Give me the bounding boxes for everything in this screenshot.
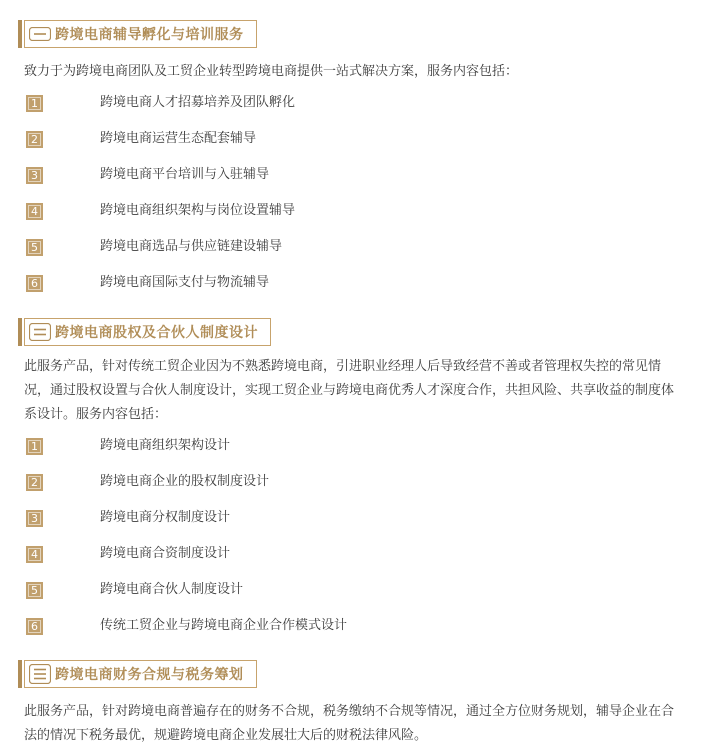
list-item-label: 传统工贸企业与跨境电商企业合作模式设计 (100, 618, 348, 633)
number-badge: 2 (26, 474, 43, 491)
number-badge: 1 (26, 95, 43, 112)
list-item (0, 122, 703, 158)
list-item (0, 86, 703, 122)
list-item-label: 跨境电商人才招募培养及团队孵化 (100, 95, 296, 110)
list-item-label: 跨境电商合资制度设计 (100, 546, 231, 561)
list-item-label: 跨境电商平台培训与入驻辅导 (100, 167, 270, 182)
list-item (0, 537, 703, 573)
section-header (18, 318, 703, 346)
section-accent-bar (18, 318, 22, 346)
section-title-box (24, 20, 257, 48)
list-item (0, 158, 703, 194)
section-equity-partnership (0, 318, 703, 645)
section-finance-tax (0, 660, 703, 748)
number-badge: 4 (26, 203, 43, 220)
list-item (0, 573, 703, 609)
number-badge: 3 (26, 167, 43, 184)
section-intro: 此服务产品，针对传统工贸企业因为不熟悉跨境电商，引进职业经理人后导致经营不善或者管理权失控的常见情况，通过股权设置与合伙人制度设计，实现工贸企业与跨境电商优秀人才深度合作，共担风险、共享收益的制度体系设计。服务内容包括： (24, 359, 675, 422)
triple-line-icon (25, 661, 55, 687)
number-badge: 6 (26, 618, 43, 635)
list-item-label: 跨境电商分权制度设计 (100, 510, 231, 525)
number-badge: 2 (26, 131, 43, 148)
section-header (18, 20, 703, 48)
list-item (0, 465, 703, 501)
section-title: 跨境电商财务合规与税务筹划 (55, 667, 244, 683)
list-item-label: 跨境电商国际支付与物流辅导 (100, 275, 270, 290)
list-item-label: 跨境电商选品与供应链建设辅导 (100, 239, 283, 254)
list-item (0, 501, 703, 537)
section-title-box (24, 660, 257, 688)
list-item-label: 跨境电商企业的股权制度设计 (100, 474, 270, 489)
service-list (0, 429, 703, 645)
number-badge: 3 (26, 510, 43, 527)
section-intro: 此服务产品，针对跨境电商普遍存在的财务不合规，税务缴纳不合规等情况，通过全方位财务规划，辅导企业在合法的情况下税务最优，规避跨境电商企业发展壮大后的财税法律风险。 (24, 704, 675, 743)
list-item-label: 跨境电商组织架构设计 (100, 438, 231, 453)
number-badge: 1 (26, 438, 43, 455)
list-item (0, 266, 703, 302)
service-list (0, 86, 703, 302)
list-item (0, 230, 703, 266)
list-item (0, 194, 703, 230)
section-accent-bar (18, 660, 22, 688)
section-incubation-training (0, 20, 703, 302)
list-item (0, 429, 703, 465)
list-item-label: 跨境电商组织架构与岗位设置辅导 (100, 203, 296, 218)
section-title: 跨境电商股权及合伙人制度设计 (55, 325, 258, 341)
number-badge: 4 (26, 546, 43, 563)
section-title-box (24, 318, 271, 346)
list-item-label: 跨境电商运营生态配套辅导 (100, 131, 257, 146)
number-badge: 6 (26, 275, 43, 292)
list-item (0, 609, 703, 645)
list-item-label: 跨境电商合伙人制度设计 (100, 582, 244, 597)
section-intro: 致力于为跨境电商团队及工贸企业转型跨境电商提供一站式解决方案，服务内容包括： (24, 64, 519, 79)
double-line-icon (25, 319, 55, 345)
number-badge: 5 (26, 239, 43, 256)
number-badge: 5 (26, 582, 43, 599)
single-line-icon (25, 21, 55, 47)
section-header (18, 660, 703, 688)
section-title: 跨境电商辅导孵化与培训服务 (55, 27, 244, 43)
section-accent-bar (18, 20, 22, 48)
